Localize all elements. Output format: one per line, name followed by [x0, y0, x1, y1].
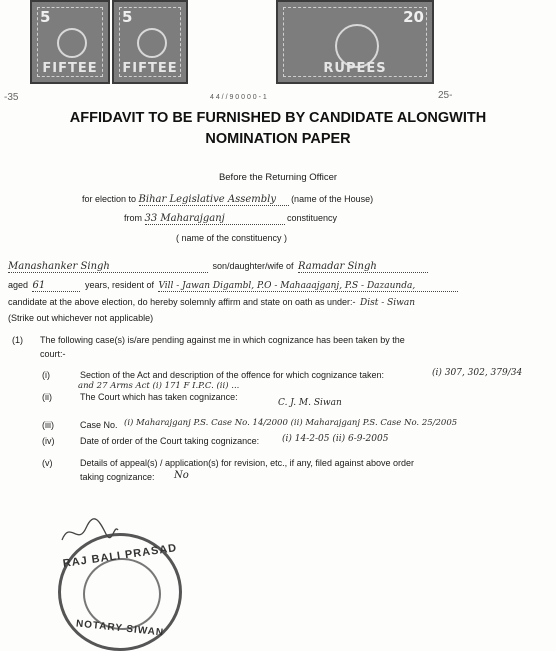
stamp-value: 5 — [40, 8, 51, 26]
constituency-note: ( name of the constituency ) — [176, 233, 288, 243]
subitem-answer: (i) 14-2-05 (ii) 6-9-2005 — [282, 434, 389, 444]
strike-note: (Strike out whichever not applicable) — [8, 313, 154, 323]
stamp-value: 20 — [403, 8, 424, 26]
page-subtitle: NOMINATION PAPER — [205, 131, 351, 147]
item-1-text: The following case(s) is/are pending against me in which cognizance has been taken by the — [40, 335, 405, 345]
subitem-answer: (i) Maharajganj P.S. Case No. 14/2000 (ii) Maharajganj P.S. Case No. 25/2005 — [124, 418, 458, 428]
subitem-answer: (i) 307, 302, 379/34 — [432, 368, 523, 378]
election-prefix: for election to — [82, 194, 137, 204]
address: Vill - Jawan Digambl, P.O - Mahaaajganj, P.S - Dazaunda, — [158, 281, 458, 292]
stamp-word: FIFTEE — [42, 61, 98, 76]
age-value: 61 — [32, 280, 80, 292]
candidate-line — [8, 292, 415, 310]
before-officer: Before the Returning Officer — [218, 172, 338, 183]
signature-scribble — [60, 516, 120, 546]
court-fee-stamp-2 — [112, 0, 188, 84]
subitem-number: (i) — [42, 370, 50, 380]
election-value: Bihar Legislative Assembly — [139, 194, 289, 206]
subitem-label: The Court which has taken cognizance: — [80, 392, 238, 402]
election-suffix: (name of the House) — [291, 194, 374, 204]
seal-bottom-text: NOTARY SIWAN — [75, 618, 165, 639]
court-fee-stamp-1 — [30, 0, 110, 84]
relation-label: son/daughter/wife of — [212, 261, 294, 271]
from-line — [124, 213, 337, 225]
election-line — [82, 194, 373, 206]
subitem-label-cont: taking cognizance: — [80, 472, 155, 482]
margin-mark-right: 25- — [438, 90, 453, 101]
subitem-number: (v) — [42, 458, 53, 468]
seal-inner-ring — [83, 558, 161, 630]
age-line — [8, 275, 458, 293]
subitem-label: Case No. — [80, 420, 118, 430]
emblem-icon — [137, 28, 167, 58]
court-fee-stamp-3 — [276, 0, 434, 84]
resident-label: years, resident of — [84, 280, 154, 290]
from-prefix: from — [124, 213, 142, 223]
subitem-answer: C. J. M. Siwan — [278, 398, 342, 408]
parent-name: Ramadar Singh — [298, 261, 428, 273]
page-title: AFFIDAVIT TO BE FURNISHED BY CANDIDATE ALONGWITH — [69, 110, 487, 126]
district: Dist - Siwan — [360, 298, 416, 308]
deponent-name: Manashanker Singh — [8, 261, 208, 273]
from-suffix: constituency — [287, 213, 338, 223]
stamp-word: RUPEES — [323, 61, 387, 76]
candidate-text: candidate at the above election, do hereby solemnly affirm and state on oath as under:- — [8, 297, 356, 307]
aged-label: aged — [8, 280, 29, 290]
from-value: 33 Maharajganj — [145, 213, 285, 225]
subitem-label: Details of appeal(s) / application(s) for revision, etc., if any, filed against above order — [80, 458, 414, 468]
subitem-answer-cont: and 27 Arms Act (i) 171 F I.P.C. (ii) ... — [78, 381, 240, 391]
emblem-icon — [57, 28, 87, 58]
item-1-number: (1) — [12, 335, 23, 345]
subitem-number: (iii) — [42, 420, 54, 430]
seal-top-text: RAJ BALI PRASAD — [62, 542, 178, 570]
subitem-label: Section of the Act and description of the offence for which cognizance taken: — [80, 370, 385, 380]
subitem-label: Date of order of the Court taking cognizance: — [80, 436, 260, 446]
margin-mark-left: -35 — [4, 92, 19, 103]
deponent-name-line — [8, 256, 428, 274]
subitem-answer: No — [174, 470, 189, 481]
stamp-value: 5 — [122, 8, 133, 26]
serial-mark: 4 4 / / 9 0 0 0 0 - 1 — [210, 94, 267, 101]
subitem-number: (ii) — [42, 392, 52, 402]
notary-seal — [58, 533, 182, 651]
item-1-text-cont: court:- — [40, 349, 66, 359]
stamp-word: FIFTEE — [122, 61, 178, 76]
subitem-number: (iv) — [42, 436, 55, 446]
